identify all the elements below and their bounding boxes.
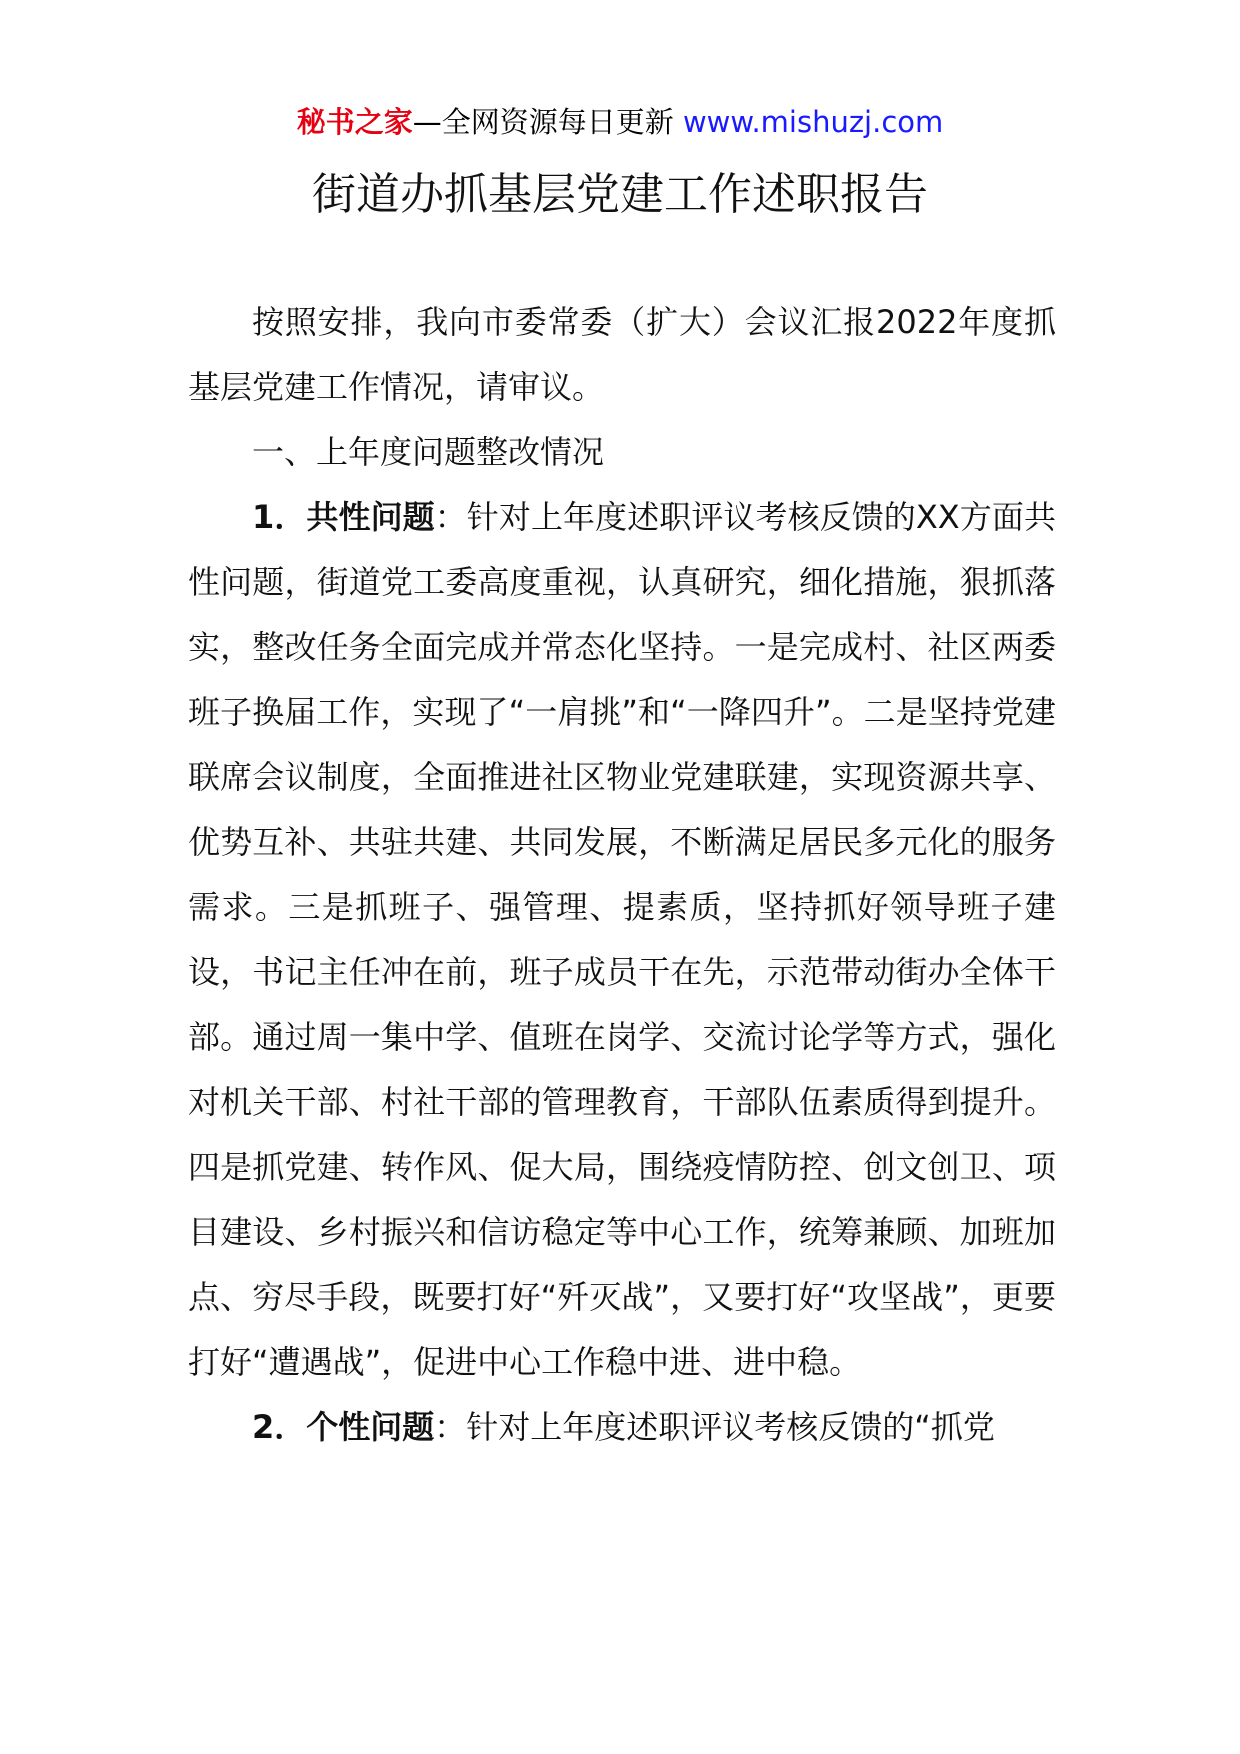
section-heading: 一、上年度问题整改情况 xyxy=(252,433,605,471)
item-1-paragraph xyxy=(188,485,1056,1395)
item-1-number: 1． xyxy=(252,498,307,536)
brand-name: 秘书之家 xyxy=(296,105,413,139)
document-body xyxy=(188,290,1056,1460)
item-1-label: 共性问题 xyxy=(306,498,435,536)
intro-paragraph: 按照安排，我向市委常委（扩大）会议汇报2022年度抓基层党建工作情况，请审议。 xyxy=(188,303,1056,406)
item-1-text: ：针对上年度述职评议考核反馈的XX方面共性问题，街道党工委高度重视，认真研究，细化措施，狠抓落实，整改任务全面完成并常态化坚持。一是完成村、社区两委班子换届工作，实现了“一肩挑”和“一降四升”。二是坚持党建联席会议制度，全面推进社区物业党建联建，实现资源共享、优势互补、共驻共建、共同发展，不断满足居民多元化的服务需求。三是抓班子、强管理、提素质，坚持抓好领导班子建设，书记主任冲在前，班子成员干在先，示范带动街办全体干部。通过周一集中学、值班在岗学、交流讨论学等方式，强化对机关干部、村社干部的管理教育，干部队伍素质得到提升。四是抓党建、转作风、促大局，围绕疫情防控、创文创卫、项目建设、乡村振兴和信访稳定等中心工作，统筹兼顾、加班加点、穷尽手段，既要打好“歼灭战”，又要打好“攻坚战”，更要打好“遭遇战”，促进中心工作稳中进、进中稳。 xyxy=(188,498,1056,1381)
site-header xyxy=(0,100,1240,144)
item-2-text: ：针对上年度述职评议考核反馈的“抓党 xyxy=(434,1408,995,1446)
document-title: 街道办抓基层党建工作述职报告 xyxy=(312,169,928,220)
site-url-link[interactable]: www.mishuzj.com xyxy=(682,105,944,139)
item-2-label: 个性问题 xyxy=(306,1408,435,1446)
item-2-paragraph xyxy=(188,1395,1056,1460)
item-2-number: 2． xyxy=(252,1408,307,1446)
header-slogan: —全网资源每日更新 xyxy=(412,105,683,139)
